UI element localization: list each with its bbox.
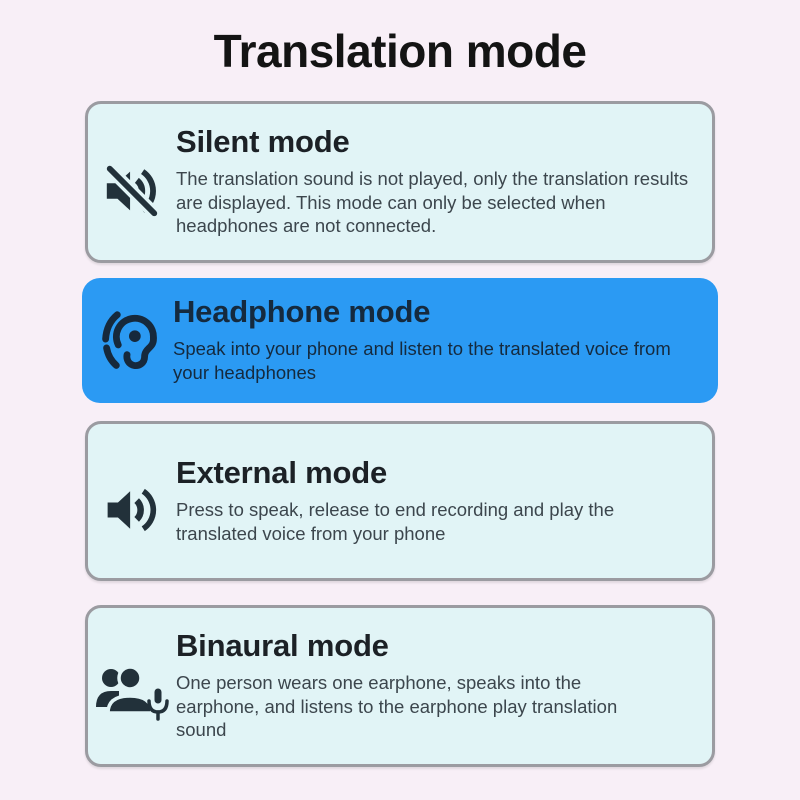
muted-speaker-icon xyxy=(88,160,176,222)
mode-title-external: External mode xyxy=(176,454,388,490)
ear-listening-icon xyxy=(85,304,173,382)
mode-card-silent[interactable] xyxy=(85,101,715,263)
people-microphone-icon xyxy=(88,665,176,725)
mode-card-binaural[interactable] xyxy=(85,605,715,767)
loudspeaker-icon xyxy=(88,480,176,540)
mode-card-headphone[interactable] xyxy=(82,278,718,403)
mode-card-external-text xyxy=(176,456,698,545)
mode-card-silent-text xyxy=(176,125,698,238)
mode-card-list xyxy=(85,101,715,767)
mode-title-silent: Silent mode xyxy=(176,124,350,160)
mode-description-binaural: One person wears one earphone, speaks into the earphone, and listens to the earphone play translation sound xyxy=(176,672,618,741)
mode-title-headphone: Headphone mode xyxy=(173,294,431,330)
page-title: Translation mode xyxy=(213,25,587,77)
mode-card-headphone-text xyxy=(173,295,701,384)
mode-description-silent: The translation sound is not played, only the translation results are displayed. This mode can only be selected when headphones are not connected. xyxy=(176,168,689,237)
mode-card-binaural-text xyxy=(176,629,698,742)
mode-title-binaural: Binaural mode xyxy=(176,628,389,664)
mode-card-external[interactable] xyxy=(85,421,715,581)
mode-description-external: Press to speak, release to end recording and play the translated voice from your phone xyxy=(176,498,615,544)
mode-description-headphone: Speak into your phone and listen to the translated voice from your headphones xyxy=(173,338,671,384)
